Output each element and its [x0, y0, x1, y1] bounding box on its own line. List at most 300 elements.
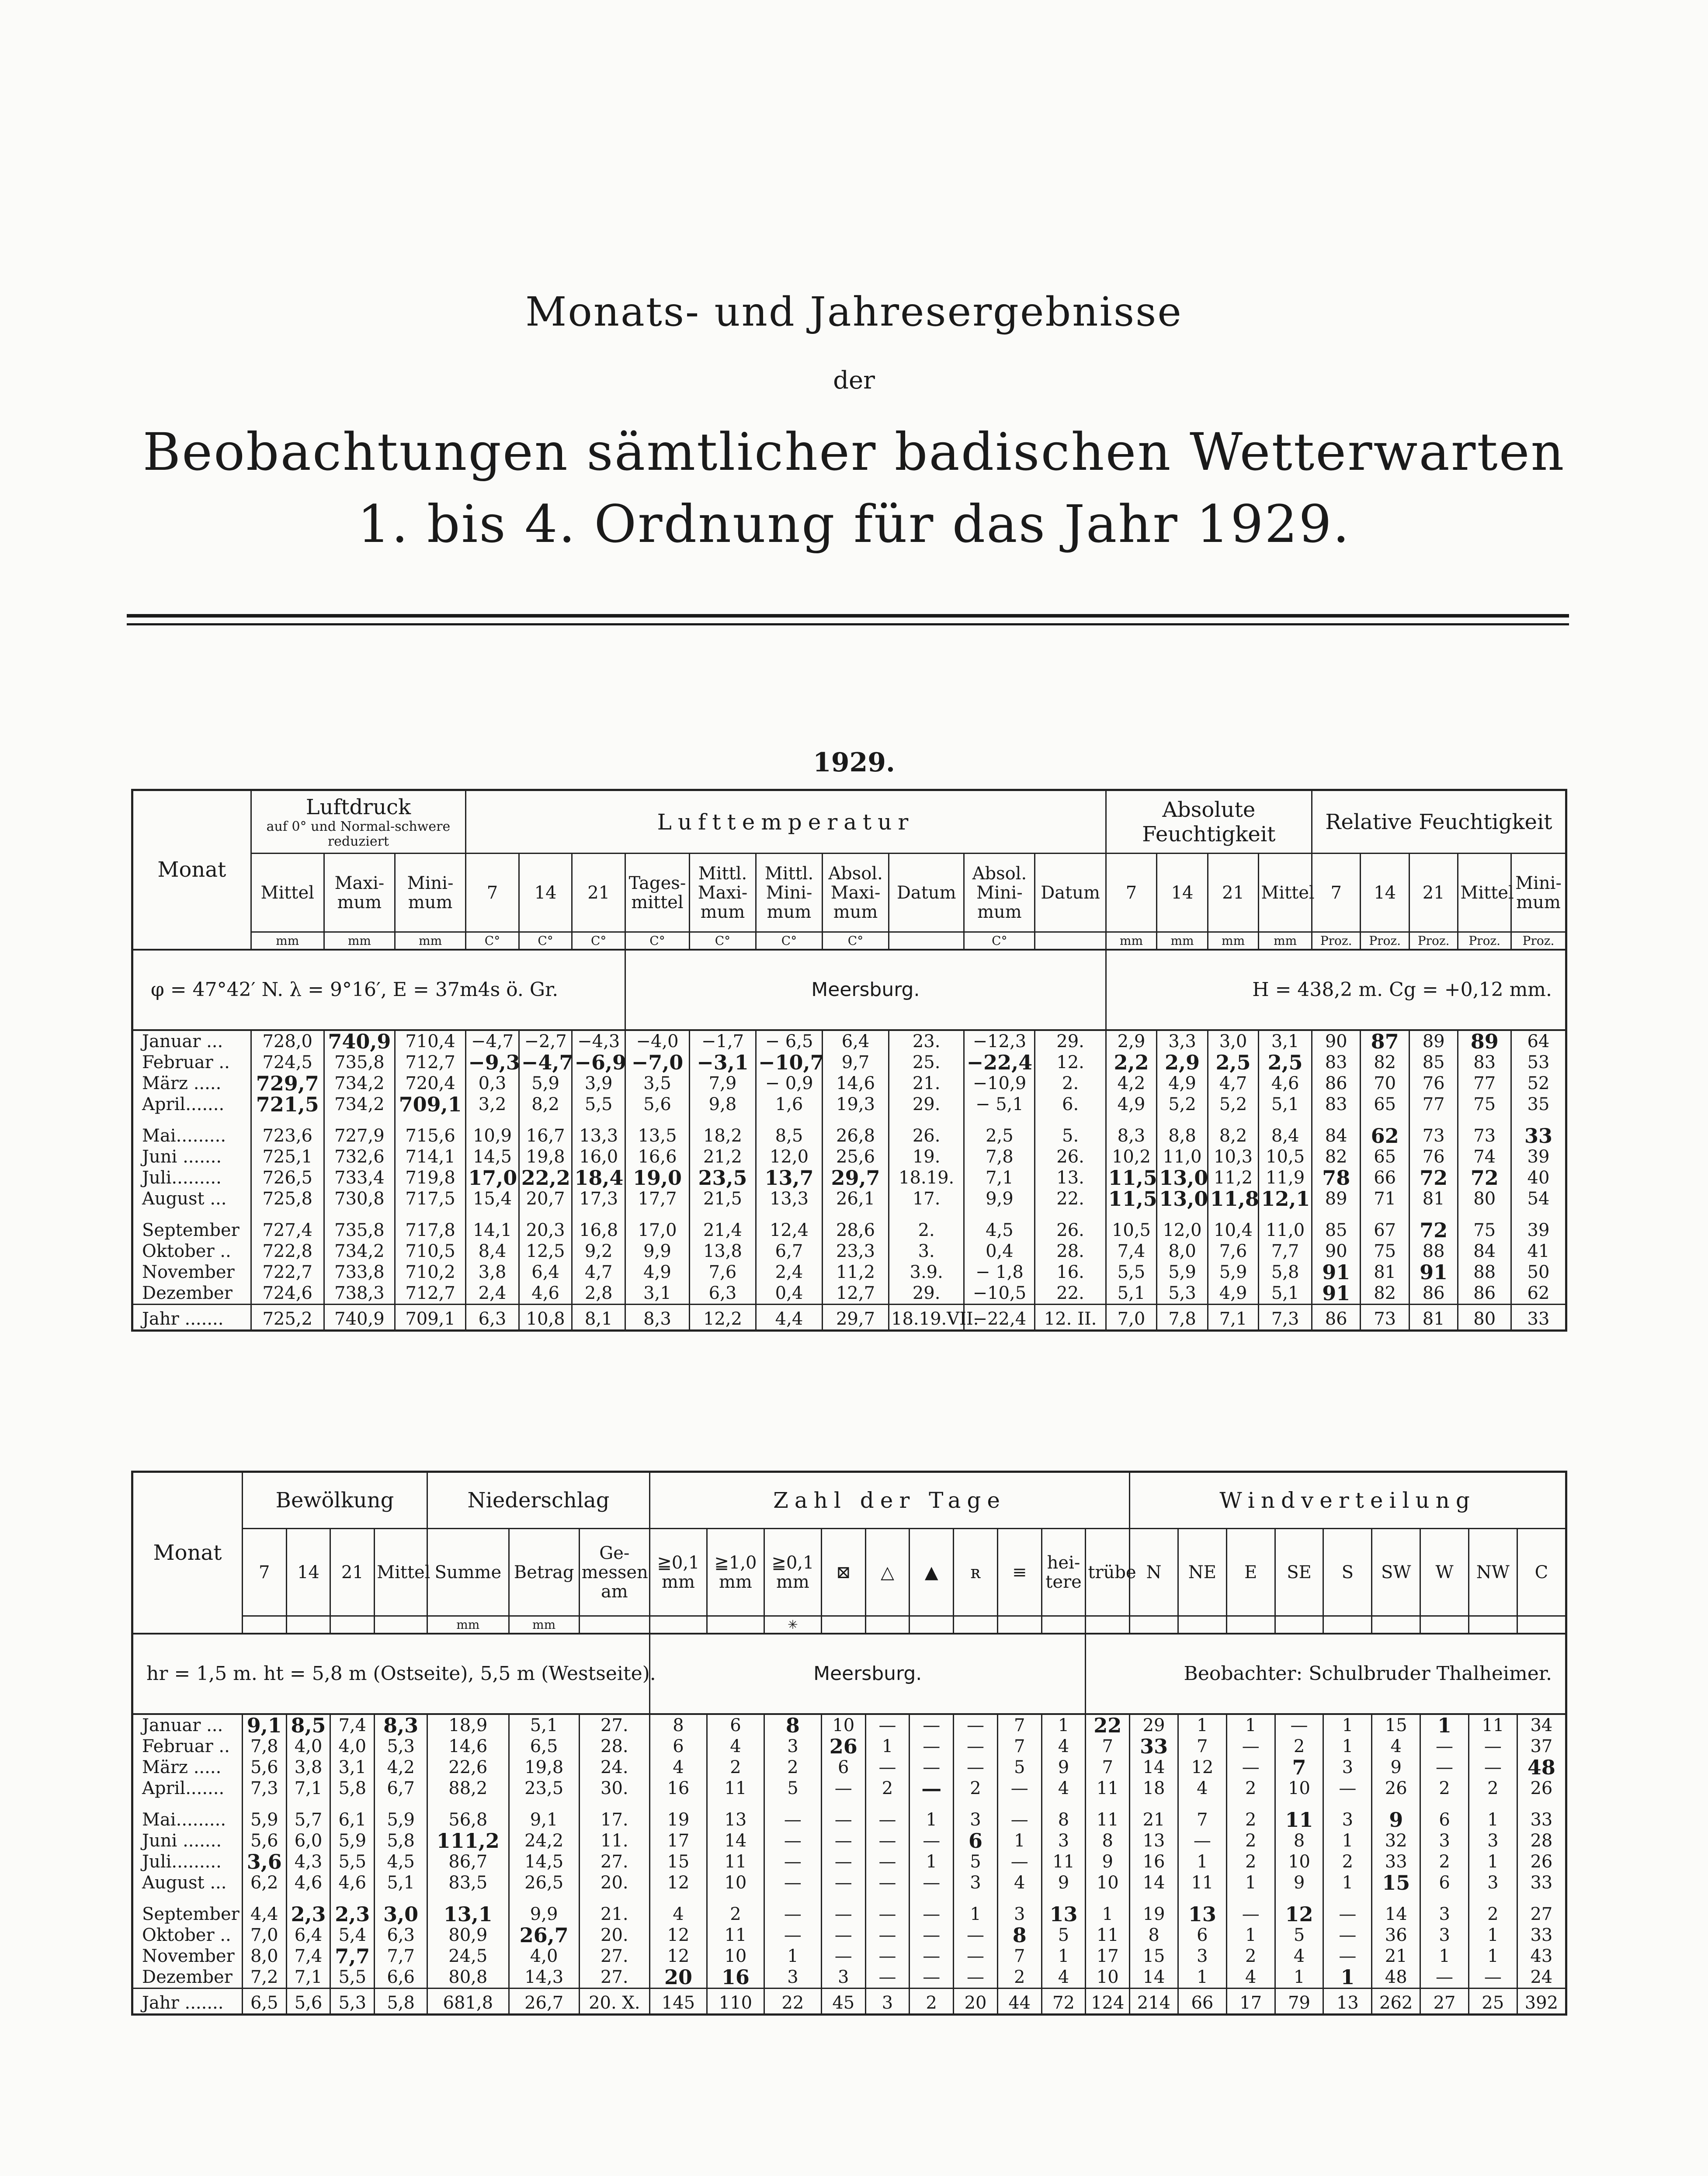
- table-cell: 6: [707, 1714, 764, 1736]
- table-cell: 719,8: [395, 1167, 466, 1188]
- table-cell: 43: [1517, 1946, 1566, 1967]
- table-cell: 8,5: [756, 1115, 822, 1146]
- table-cell: 16: [707, 1967, 764, 1989]
- table-cell: 22,6: [427, 1757, 509, 1778]
- table-cell: 8,8: [1157, 1115, 1208, 1146]
- table-cell: 6: [1420, 1799, 1469, 1830]
- table-cell: 724,5: [251, 1052, 324, 1073]
- table-cell: 0,3: [466, 1073, 519, 1094]
- table-cell: —: [764, 1872, 821, 1893]
- table-cell: —: [764, 1851, 821, 1872]
- table-cell: 7,2: [242, 1967, 286, 1989]
- table-cell: 88,2: [427, 1778, 509, 1799]
- table-cell: 26,7: [509, 1988, 579, 2014]
- col-unit: mm: [1157, 932, 1208, 950]
- col-header: trübe: [1086, 1529, 1130, 1616]
- col-header: N: [1130, 1529, 1178, 1616]
- table-cell: 7,8: [1157, 1304, 1208, 1330]
- table-cell: 2: [910, 1988, 954, 2014]
- table-cell: 5,9: [375, 1799, 427, 1830]
- table-cell: 722,8: [251, 1241, 324, 1262]
- table-cell: −7,0: [625, 1052, 690, 1073]
- table-cell: 26,1: [823, 1188, 889, 1209]
- table-cell: —: [865, 1925, 910, 1946]
- table-cell: —: [1226, 1757, 1275, 1778]
- table-cell: 10: [1275, 1778, 1323, 1799]
- table-cell: 86: [1458, 1283, 1511, 1305]
- table-cell: 5: [1275, 1925, 1323, 1946]
- table-cell: 3: [1420, 1830, 1469, 1851]
- title-beobachtungen: Beobachtungen sämtlicher badischen Wetterwarten: [142, 422, 1566, 482]
- table-cell: 5,8: [1259, 1262, 1312, 1283]
- table-cell: 2: [1226, 1946, 1275, 1967]
- col-unit: [242, 1616, 286, 1634]
- table-cell: 12,2: [689, 1304, 756, 1330]
- table-cell: 56,8: [427, 1799, 509, 1830]
- table-cell: 714,1: [395, 1146, 466, 1167]
- table-cell: 24,2: [509, 1830, 579, 1851]
- col-header: Maxi-mum: [324, 854, 395, 932]
- table-cell: 1: [1468, 1851, 1517, 1872]
- table-cell: 27: [1420, 1988, 1469, 2014]
- table-cell: 5,3: [330, 1988, 375, 2014]
- table-cell: 9,9: [964, 1188, 1035, 1209]
- table-cell: 33: [1372, 1851, 1420, 1872]
- table-cell: 7,4: [1106, 1241, 1157, 1262]
- table-cell: 20.: [579, 1872, 649, 1893]
- table-cell: —: [1323, 1946, 1372, 1967]
- table-cell: 732,6: [324, 1146, 395, 1167]
- table-cell: 72: [1041, 1988, 1086, 2014]
- table-cell: 13,7: [756, 1167, 822, 1188]
- table-cell: 17,0: [625, 1209, 690, 1241]
- table-cell: −6,9: [572, 1052, 625, 1073]
- col-header: Ge-messen am: [579, 1529, 649, 1616]
- table-cell: —: [954, 1967, 998, 1989]
- table-cell: 15: [1372, 1872, 1420, 1893]
- table-cell: 26: [821, 1736, 865, 1757]
- table-cell: 7,6: [1208, 1241, 1259, 1262]
- table-cell: 717,5: [395, 1188, 466, 1209]
- table-cell: —: [910, 1893, 954, 1925]
- row-month: August ...: [132, 1872, 243, 1893]
- table-cell: 29.: [889, 1094, 964, 1115]
- table-cell: 722,7: [251, 1262, 324, 1283]
- table-cell: − 0,9: [756, 1073, 822, 1094]
- col-unit: mm: [509, 1616, 579, 1634]
- table-cell: 8,3: [1106, 1115, 1157, 1146]
- table-cell: 81: [1409, 1188, 1458, 1209]
- table-row: [132, 1052, 1566, 1073]
- table-cell: 8,4: [1259, 1115, 1312, 1146]
- table-cell: 1: [1041, 1946, 1086, 1967]
- col-monat-2: Monat: [132, 1472, 243, 1634]
- table-cell: 19,8: [509, 1757, 579, 1778]
- table-cell: 17: [1226, 1988, 1275, 2014]
- table-cell: 88: [1409, 1241, 1458, 1262]
- table-cell: 41: [1511, 1241, 1566, 1262]
- table-cell: 76: [1409, 1073, 1458, 1094]
- table-cell: 17.: [579, 1799, 649, 1830]
- table-cell: —: [1420, 1967, 1469, 1989]
- table-row: [132, 1262, 1566, 1283]
- table-cell: 4,6: [1259, 1073, 1312, 1094]
- table-cell: 21.: [579, 1893, 649, 1925]
- table-cell: 3,9: [572, 1073, 625, 1094]
- table-cell: 2,9: [1157, 1052, 1208, 1073]
- table-row: [132, 1925, 1566, 1946]
- col-header: Mittel: [251, 854, 324, 932]
- table-cell: 5,7: [286, 1799, 330, 1830]
- table-cell: 86: [1312, 1304, 1360, 1330]
- table-cell: 12,0: [756, 1146, 822, 1167]
- table-cell: 16,8: [572, 1209, 625, 1241]
- table-cell: 20,3: [519, 1209, 572, 1241]
- table-cell: 7: [1275, 1757, 1323, 1778]
- table-cell: 1: [865, 1736, 910, 1757]
- col-unit: [910, 1616, 954, 1634]
- table-cell: 27.: [579, 1946, 649, 1967]
- table-cell: 723,6: [251, 1115, 324, 1146]
- table-cell: 11: [707, 1851, 764, 1872]
- table-cell: 9: [1086, 1851, 1130, 1872]
- table-cell: 9,1: [509, 1799, 579, 1830]
- table-cell: 17,0: [466, 1167, 519, 1188]
- table-cell: —: [1323, 1778, 1372, 1799]
- table-cell: 73: [1361, 1304, 1409, 1330]
- col-unit: [1226, 1616, 1275, 1634]
- table-cell: 4,3: [286, 1851, 330, 1872]
- table-cell: 33: [1517, 1925, 1566, 1946]
- table-cell: 1: [1041, 1714, 1086, 1736]
- table-cell: −9,3: [466, 1052, 519, 1073]
- row-month: September: [132, 1893, 243, 1925]
- table-cell: 26: [1517, 1778, 1566, 1799]
- table-row: [132, 1946, 1566, 1967]
- table-row: [132, 1872, 1566, 1893]
- table-cell: —: [865, 1757, 910, 1778]
- table-cell: —: [865, 1799, 910, 1830]
- table-cell: 4,6: [519, 1283, 572, 1305]
- table-cell: 5,5: [330, 1851, 375, 1872]
- table-cell: 53: [1511, 1052, 1566, 1073]
- table-cell: 5,1: [509, 1714, 579, 1736]
- table-cell: 17.: [889, 1188, 964, 1209]
- table-cell: 10: [1086, 1872, 1130, 1893]
- table-cell: 1: [1323, 1872, 1372, 1893]
- table-cell: —: [910, 1736, 954, 1757]
- table-cell: 29,7: [823, 1304, 889, 1330]
- table-cell: 8: [1275, 1830, 1323, 1851]
- table-cell: 52: [1511, 1073, 1566, 1094]
- table-cell: 27.: [579, 1967, 649, 1989]
- table-cell: 17: [1086, 1946, 1130, 1967]
- table-cell: 5,8: [375, 1988, 427, 2014]
- table-cell: 8,2: [519, 1094, 572, 1115]
- table-row: [132, 1073, 1566, 1094]
- table-cell: 1: [1275, 1967, 1323, 1989]
- station-heights-2: hr = 1,5 m. ht = 5,8 m (Ostseite), 5,5 m (Westseite).: [132, 1634, 650, 1714]
- table-cell: 26,5: [509, 1872, 579, 1893]
- table-cell: 7: [997, 1714, 1041, 1736]
- table-cell: —: [1468, 1967, 1517, 1989]
- table-cell: 14,5: [466, 1146, 519, 1167]
- table-cell: 20. X.: [579, 1988, 649, 2014]
- table-cell: 2,3: [286, 1893, 330, 1925]
- station-name: Meersburg.: [625, 950, 1106, 1030]
- table-cell: 6,5: [509, 1736, 579, 1757]
- table-cell: 19.: [889, 1146, 964, 1167]
- col-unit: mm: [1259, 932, 1312, 950]
- row-month: April.......: [132, 1094, 251, 1115]
- table-cell: 2: [954, 1778, 998, 1799]
- table-cell: 9: [1041, 1872, 1086, 1893]
- table-cell: 6,3: [375, 1925, 427, 1946]
- table-cell: 30.: [579, 1778, 649, 1799]
- table-cell: 7,7: [330, 1946, 375, 1967]
- table-cell: —: [821, 1872, 865, 1893]
- table-cell: 4: [1178, 1778, 1226, 1799]
- table-cell: 13,1: [427, 1893, 509, 1925]
- table-cell: 11: [1086, 1925, 1130, 1946]
- table-row: [132, 1830, 1566, 1851]
- table-cell: 735,8: [324, 1209, 395, 1241]
- table-cell: 6,3: [689, 1283, 756, 1305]
- group-zahl-der-tage: Zahl der Tage: [649, 1472, 1129, 1529]
- table-cell: 26.: [1035, 1146, 1106, 1167]
- col-header: Mittel: [375, 1529, 427, 1616]
- table-cell: 9: [1372, 1757, 1420, 1778]
- table-cell: 2,5: [1259, 1052, 1312, 1073]
- table-cell: 11,5: [1106, 1167, 1157, 1188]
- col-unit: C°: [625, 932, 690, 950]
- col-header: SE: [1275, 1529, 1323, 1616]
- table-cell: 12: [649, 1946, 707, 1967]
- table-cell: 80: [1458, 1188, 1511, 1209]
- table-cell: 36: [1372, 1925, 1420, 1946]
- table-cell: 3,5: [625, 1073, 690, 1094]
- table-cell: 4: [997, 1872, 1041, 1893]
- col-unit: C°: [466, 932, 519, 950]
- table-cell: 16,0: [572, 1146, 625, 1167]
- table-cell: 4,9: [1106, 1094, 1157, 1115]
- table-cell: 5,2: [1157, 1094, 1208, 1115]
- col-header: ≧0,1 mm: [649, 1529, 707, 1616]
- table-cell: 9: [1372, 1799, 1420, 1830]
- table-cell: 1: [1226, 1872, 1275, 1893]
- table-cell: 3: [1420, 1925, 1469, 1946]
- table-cell: 5: [954, 1851, 998, 1872]
- table-cell: 85: [1312, 1209, 1360, 1241]
- table-cell: 22,2: [519, 1167, 572, 1188]
- table-cell: 13,5: [625, 1115, 690, 1146]
- table-cell: 12: [649, 1872, 707, 1893]
- table-cell: 709,1: [395, 1304, 466, 1330]
- table-cell: 86,7: [427, 1851, 509, 1872]
- table-cell: 6: [1178, 1925, 1226, 1946]
- table-cell: 11,0: [1259, 1209, 1312, 1241]
- table-cell: 11: [1178, 1872, 1226, 1893]
- col-header: 7: [466, 854, 519, 932]
- table-cell: 4,2: [375, 1757, 427, 1778]
- row-month: Februar ..: [132, 1736, 243, 1757]
- table-row: [132, 1188, 1566, 1209]
- table-cell: 6,6: [375, 1967, 427, 1989]
- table-cell: 3: [1178, 1946, 1226, 1967]
- table-cell: 5,3: [1157, 1283, 1208, 1305]
- table-cell: 12,1: [1259, 1188, 1312, 1209]
- table-cell: 12: [649, 1925, 707, 1946]
- table-cell: 710,5: [395, 1241, 466, 1262]
- table-cell: 15: [1130, 1946, 1178, 1967]
- table-cell: 1: [1226, 1925, 1275, 1946]
- table-cell: 1: [997, 1830, 1041, 1851]
- table-cell: −10,9: [964, 1073, 1035, 1094]
- table-cell: 2: [764, 1757, 821, 1778]
- table-cell: 2,8: [572, 1283, 625, 1305]
- table-cell: 4,0: [330, 1736, 375, 1757]
- table-cell: 4,2: [1106, 1073, 1157, 1094]
- table-cell: 21.: [889, 1073, 964, 1094]
- table-cell: 48: [1517, 1757, 1566, 1778]
- table-cell: 2,4: [756, 1262, 822, 1283]
- table-cell: 12: [1178, 1757, 1226, 1778]
- table-cell: 29,7: [823, 1167, 889, 1188]
- table-cell: 720,4: [395, 1073, 466, 1094]
- table-cell: 721,5: [251, 1094, 324, 1115]
- table-cell: 728,0: [251, 1030, 324, 1052]
- col-unit: [286, 1616, 330, 1634]
- table-cell: —: [910, 1757, 954, 1778]
- table-cell: 3: [1041, 1830, 1086, 1851]
- table-cell: 7,4: [286, 1946, 330, 1967]
- table-cell: 9,2: [572, 1241, 625, 1262]
- table-cell: 1: [1086, 1893, 1130, 1925]
- col-header: Mittel: [1458, 854, 1511, 932]
- col-header: ≡: [997, 1529, 1041, 1616]
- table-cell: 89: [1458, 1030, 1511, 1052]
- table-cell: 37: [1517, 1736, 1566, 1757]
- table-cell: —: [821, 1925, 865, 1946]
- col-unit: [954, 1616, 998, 1634]
- table-cell: 8: [1086, 1830, 1130, 1851]
- table-cell: 8,4: [466, 1241, 519, 1262]
- table-cell: 1: [1226, 1714, 1275, 1736]
- table-cell: 10,2: [1106, 1146, 1157, 1167]
- table-cell: 14: [1130, 1872, 1178, 1893]
- col-unit: [865, 1616, 910, 1634]
- title-main: Monats- und Jahresergebnisse: [525, 288, 1183, 335]
- table-cell: —: [764, 1925, 821, 1946]
- table-cell: 14,5: [509, 1851, 579, 1872]
- table-cell: —: [1420, 1757, 1469, 1778]
- table-cell: —: [997, 1778, 1041, 1799]
- col-unit: Proz.: [1409, 932, 1458, 950]
- table-cell: 10,3: [1208, 1146, 1259, 1167]
- table-row: [132, 1241, 1566, 1262]
- table-cell: 21,2: [689, 1146, 756, 1167]
- table-cell: 75: [1458, 1209, 1511, 1241]
- station-name-2: Meersburg.: [649, 1634, 1085, 1714]
- table-cell: 3.: [889, 1241, 964, 1262]
- row-month: August ...: [132, 1188, 251, 1209]
- table-row: [132, 1714, 1566, 1736]
- col-header: 7: [1312, 854, 1360, 932]
- table-row: [132, 1967, 1566, 1989]
- table-cell: 3,0: [375, 1893, 427, 1925]
- table-cell: 392: [1517, 1988, 1566, 2014]
- col-unit: mm: [395, 932, 466, 950]
- col-header: Mini-mum: [1511, 854, 1566, 932]
- table-cell: 7,7: [1259, 1241, 1312, 1262]
- table-cell: 19,8: [519, 1146, 572, 1167]
- row-month: Juni .......: [132, 1830, 243, 1851]
- table-cell: —: [764, 1830, 821, 1851]
- col-header: 14: [1157, 854, 1208, 932]
- table-cell: 7,3: [242, 1778, 286, 1799]
- row-month: Juni .......: [132, 1146, 251, 1167]
- table-cell: 4,9: [1208, 1283, 1259, 1305]
- table-cell: 5,1: [1259, 1094, 1312, 1115]
- table-cell: 23,5: [509, 1778, 579, 1799]
- table-cell: 4: [1041, 1736, 1086, 1757]
- table-cell: 16,6: [625, 1146, 690, 1167]
- table-cell: —: [865, 1851, 910, 1872]
- table-cell: 7: [997, 1736, 1041, 1757]
- table-cell: —: [821, 1893, 865, 1925]
- table-cell: 21,4: [689, 1209, 756, 1241]
- table-cell: —: [821, 1799, 865, 1830]
- table-cell: 6.: [1035, 1094, 1106, 1115]
- table-cell: 681,8: [427, 1988, 509, 2014]
- table-cell: 6,2: [242, 1872, 286, 1893]
- table-cell: 2: [1468, 1893, 1517, 1925]
- table-cell: 7,8: [964, 1146, 1035, 1167]
- table-cell: 8: [997, 1925, 1041, 1946]
- table-cell: 735,8: [324, 1052, 395, 1073]
- table-cell: 2,4: [466, 1283, 519, 1305]
- col-header: 7: [1106, 854, 1157, 932]
- station-coordinates: φ = 47°42′ N. λ = 9°16′, E = 37m4s ö. Gr.: [132, 950, 625, 1030]
- table-cell: —: [1323, 1925, 1372, 1946]
- table-cell: 9: [1275, 1872, 1323, 1893]
- table-cell: 8,3: [625, 1304, 690, 1330]
- table-cell: —: [910, 1872, 954, 1893]
- table-cell: 3,8: [286, 1757, 330, 1778]
- row-month: Oktober ..: [132, 1241, 251, 1262]
- col-header: E: [1226, 1529, 1275, 1616]
- table-cell: 2: [1468, 1778, 1517, 1799]
- table-cell: 12: [1275, 1893, 1323, 1925]
- table-cell: 65: [1361, 1094, 1409, 1115]
- table-cell: —: [764, 1799, 821, 1830]
- col-unit: [1130, 1616, 1178, 1634]
- col-unit: Proz.: [1458, 932, 1511, 950]
- col-header: Tages-mittel: [625, 854, 690, 932]
- table-cell: —: [865, 1714, 910, 1736]
- col-header: 14: [286, 1529, 330, 1616]
- table-row: [132, 1167, 1566, 1188]
- row-month: November: [132, 1946, 243, 1967]
- table-cell: 23,5: [689, 1167, 756, 1188]
- row-month: Mai.........: [132, 1799, 243, 1830]
- table-cell: 21,5: [689, 1188, 756, 1209]
- table-cell: —: [1468, 1736, 1517, 1757]
- table-cell: 712,7: [395, 1052, 466, 1073]
- table-cell: 18: [1130, 1778, 1178, 1799]
- table-cell: 66: [1361, 1167, 1409, 1188]
- table-cell: 5: [764, 1778, 821, 1799]
